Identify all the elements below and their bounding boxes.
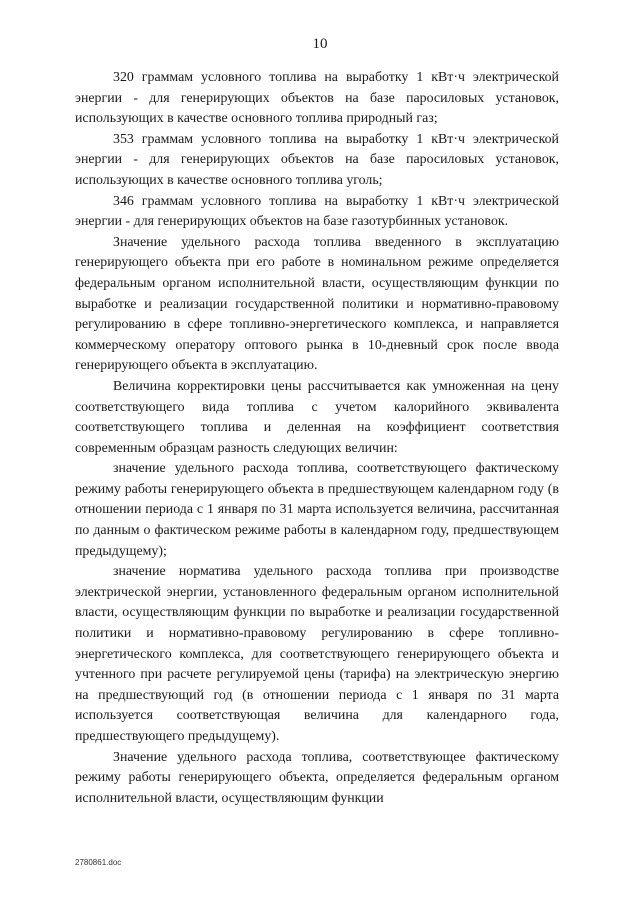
- paragraph-actual-consumption: значение удельного расхода топлива, соответствующего фактическому режиму работы генерирующего объекта в предшествующем календарном году (в отношении периода с 1 января по 31 марта используется величина, рассчитанная по данным о фактическом режиме работы в календарном году, предшествующем предыдущему);: [75, 461, 559, 559]
- paragraph-coal-norm: 353 граммам условного топлива на выработку 1 кВт·ч электрической энергии - для генерирующих объектов на базе паросиловых установок, использующих в качестве основного топлива уголь;: [75, 131, 559, 188]
- page-number: 10: [312, 36, 328, 52]
- document-file-code: 2780861.doc: [75, 858, 122, 867]
- document-body: [75, 68, 559, 809]
- paragraph-gas-turbine-norm: 346 граммам условного топлива на выработку 1 кВт·ч электрической энергии - для генерирующих объектов на базе газотурбинных установок.: [75, 193, 559, 230]
- paragraph-price-adjustment: Величина корректировки цены рассчитывается как умноженная на цену соответствующего вида топлива с учетом калорийного эквивалента соответствующего топлива и деленная на коэффициент соответствия современным образцам разность следующих величин:: [75, 378, 559, 456]
- paragraph-actual-mode-value: Значение удельного расхода топлива, соответствующее фактическому режиму работы генерирующего объекта, определяется федеральным органом исполнительной власти, осуществляющим функции: [75, 749, 559, 806]
- paragraph-gas-norm: 320 граммам условного топлива на выработку 1 кВт·ч электрической энергии - для генерирующих объектов на базе паросиловых установок, использующих в качестве основного топлива природный газ;: [75, 70, 559, 127]
- paragraph-norm-consumption: значение норматива удельного расхода топлива при производстве электрической энергии, установленного федеральным органом исполнительной власти, осуществляющим функции по выработке и реализации государственной политики и нормативно-правовому регулированию в сфере топливно-энергетического комплекса, для соответствующего генерирующего объекта и учтенного при расчете регулируемой цены (тарифа) на электрическую энергию на предшествующий год (в отношении периода с 1 января по 31 марта используется соответствующая величина для календарного года, предшествующего предыдущему).: [75, 564, 559, 744]
- paragraph-fuel-consumption-value: Значение удельного расхода топлива введенного в эксплуатацию генерирующего объекта при его работе в номинальном режиме определяется федеральным органом исполнительной власти, осуществляющим функции по выработке и реализации государственной политики и нормативно-правовому регулированию в сфере топливно-энергетического комплекса, и направляется коммерческому оператору оптового рынка в 10-дневный срок после ввода генерирующего объекта в эксплуатацию.: [75, 234, 559, 374]
